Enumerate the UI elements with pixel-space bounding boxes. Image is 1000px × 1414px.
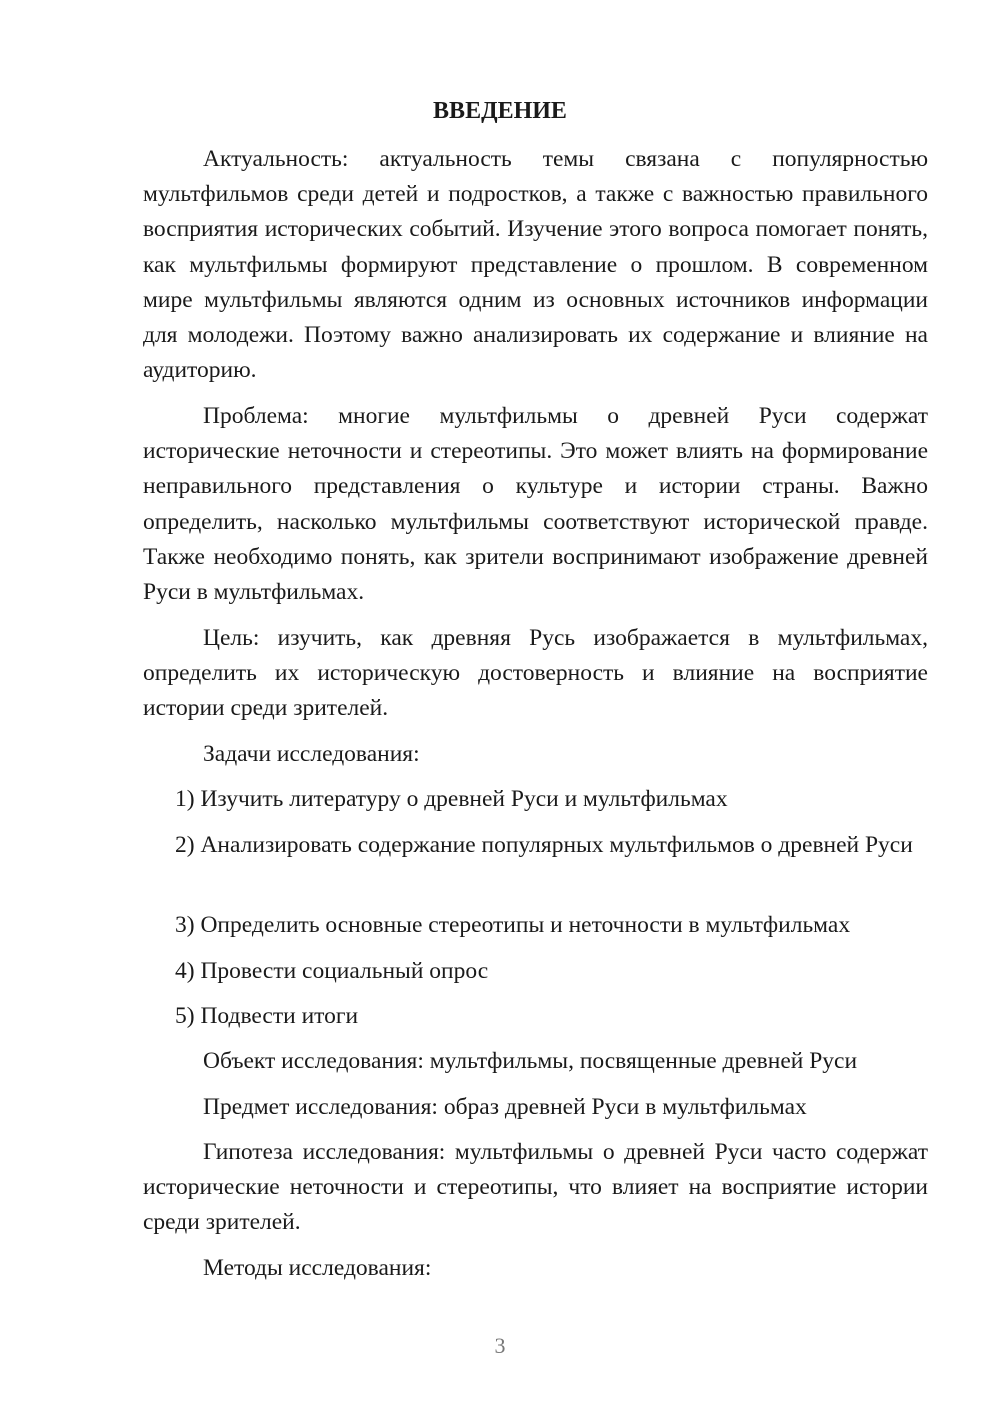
methods-heading: Методы исследования: — [203, 1255, 432, 1281]
goal-paragraph: Цель: изучить, как древняя Русь изображается в мультфильмах, определить их историческую достоверность и влияние на восприятие истории среди зрителей. — [143, 625, 928, 722]
section-title: ВВЕДЕНИЕ — [433, 98, 567, 124]
hypothesis-paragraph: Гипотеза исследования: мультфильмы о древней Руси часто содержат исторические неточности и стереотипы, что влияет на восприятие истории среди зрителей. — [143, 1139, 928, 1236]
object-paragraph: Объект исследования: мультфильмы, посвященные древней Руси — [203, 1048, 858, 1074]
task-item: 1) Изучить литературу о древней Руси и мультфильмах — [175, 786, 728, 812]
task-item: 3) Определить основные стереотипы и неточности в мультфильмах — [175, 912, 851, 938]
task-item: 2) Анализировать содержание популярных мультфильмов о древней Руси — [175, 832, 913, 858]
task-item: 5) Подвести итоги — [175, 1003, 359, 1029]
task-item: 4) Провести социальный опрос — [175, 958, 489, 984]
problem-paragraph: Проблема: многие мультфильмы о древней Руси содержат исторические неточности и стереотипы. Это может влиять на формирование неправильного представления о культуре и истории страны. Важно определить, насколько мультфильмы соответствуют исторической правде. Также необходимо понять, как зрители воспринимают изображение древней Руси в мультфильмах. — [143, 403, 928, 606]
subject-paragraph: Предмет исследования: образ древней Руси в мультфильмах — [203, 1094, 807, 1120]
page-number: 3 — [494, 1333, 506, 1358]
tasks-heading: Задачи исследования: — [203, 741, 420, 767]
relevance-paragraph: Актуальность: актуальность темы связана с популярностью мультфильмов среди детей и подростков, а также с важностью правильного восприятия исторических событий. Изучение этого вопроса помогает понять, как мультфильмы формируют представление о прошлом. В современном мире мультфильмы являются одним из основных источников информации для молодежи. Поэтому важно анализировать их содержание и влияние на аудиторию. — [143, 146, 928, 384]
